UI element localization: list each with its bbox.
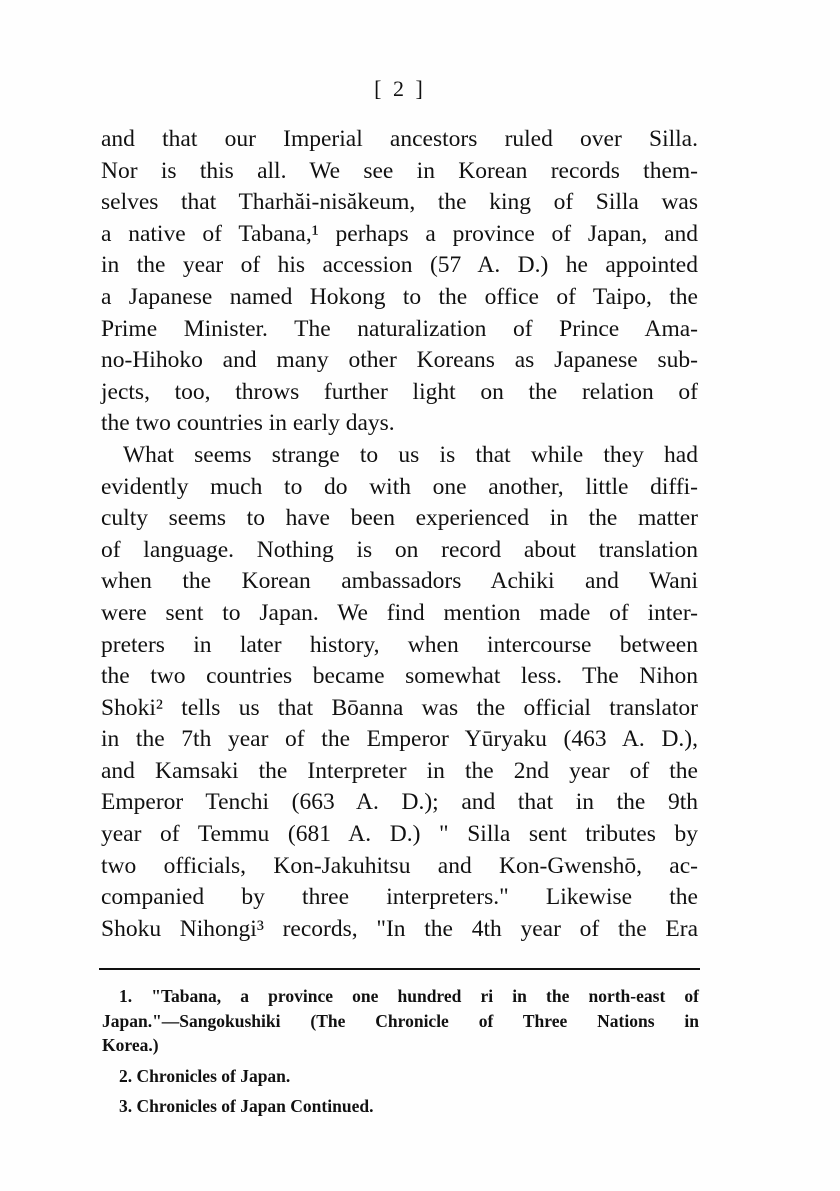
text-line: Nor is this all. We see in Korean records them- (101, 157, 698, 184)
text-line: the two countries became somewhat less. The Nihon (101, 663, 698, 690)
text-line: companied by three interpreters." Likewise the (101, 884, 698, 911)
footnote-3 (102, 1094, 699, 1119)
text-line: Shoku Nihongi³ records, "In the 4th year of the Era (101, 915, 698, 942)
text-line: no-Hihoko and many other Koreans as Japanese sub- (101, 347, 698, 374)
text-line: culty seems to have been experienced in the matter (101, 505, 698, 532)
text-line: the two countries in early days. (101, 410, 395, 437)
text-line: two officials, Kon-Jakuhitsu and Kon-Gwenshō, ac- (101, 852, 698, 879)
text-line: in the year of his accession (57 A. D.) he appointed (101, 252, 698, 279)
text-line: in the 7th year of the Emperor Yūryaku (463 A. D.), (101, 726, 698, 753)
page-number: [ 2 ] (374, 76, 426, 101)
paragraph-2 (101, 440, 698, 946)
text-line: were sent to Japan. We find mention made of inter- (101, 599, 698, 626)
text-line: when the Korean ambassadors Achiki and Wani (101, 568, 698, 595)
footnote-line: 2. Chronicles of Japan. (119, 1065, 291, 1086)
text-line: and Kamsaki the Interpreter in the 2nd year of the (101, 757, 698, 784)
text-line: What seems strange to us is that while they had (123, 441, 698, 468)
text-line: evidently much to do with one another, little diffi- (101, 473, 698, 500)
text-line: jects, too, throws further light on the relation of (101, 378, 698, 405)
footnote-line: Japan."—Sangokushiki (The Chronicle of Three Nations in (102, 1010, 699, 1031)
text-line: a Japanese named Hokong to the office of Taipo, the (101, 283, 698, 310)
paragraph-1 (101, 124, 698, 440)
text-line: of language. Nothing is on record about translation (101, 536, 698, 563)
text-line: Shoki² tells us that Bōanna was the official translator (101, 694, 698, 721)
footnote-1 (102, 984, 699, 1058)
footnote-2 (102, 1064, 699, 1089)
footnote-line: 3. Chronicles of Japan Continued. (119, 1096, 374, 1116)
text-line: selves that Tharhăi-nisăkeum, the king of Silla was (101, 189, 698, 216)
footnote-line: 1. "Tabana, a province one hundred ri in the north-east of (119, 986, 699, 1006)
footnote-line: Korea.) (102, 1035, 159, 1055)
main-text (101, 124, 698, 945)
text-line: preters in later history, when intercourse between (101, 631, 698, 658)
footnotes (102, 984, 699, 1119)
text-line: Emperor Tenchi (663 A. D.); and that in the 9th (101, 789, 698, 816)
text-line: a native of Tabana,¹ perhaps a province of Japan, and (101, 220, 698, 247)
footnote-divider (99, 968, 700, 970)
text-line: and that our Imperial ancestors ruled over Silla. (101, 126, 698, 152)
text-line: Prime Minister. The naturalization of Prince Ama- (101, 315, 698, 342)
text-line: year of Temmu (681 A. D.) " Silla sent tributes by (101, 821, 698, 848)
